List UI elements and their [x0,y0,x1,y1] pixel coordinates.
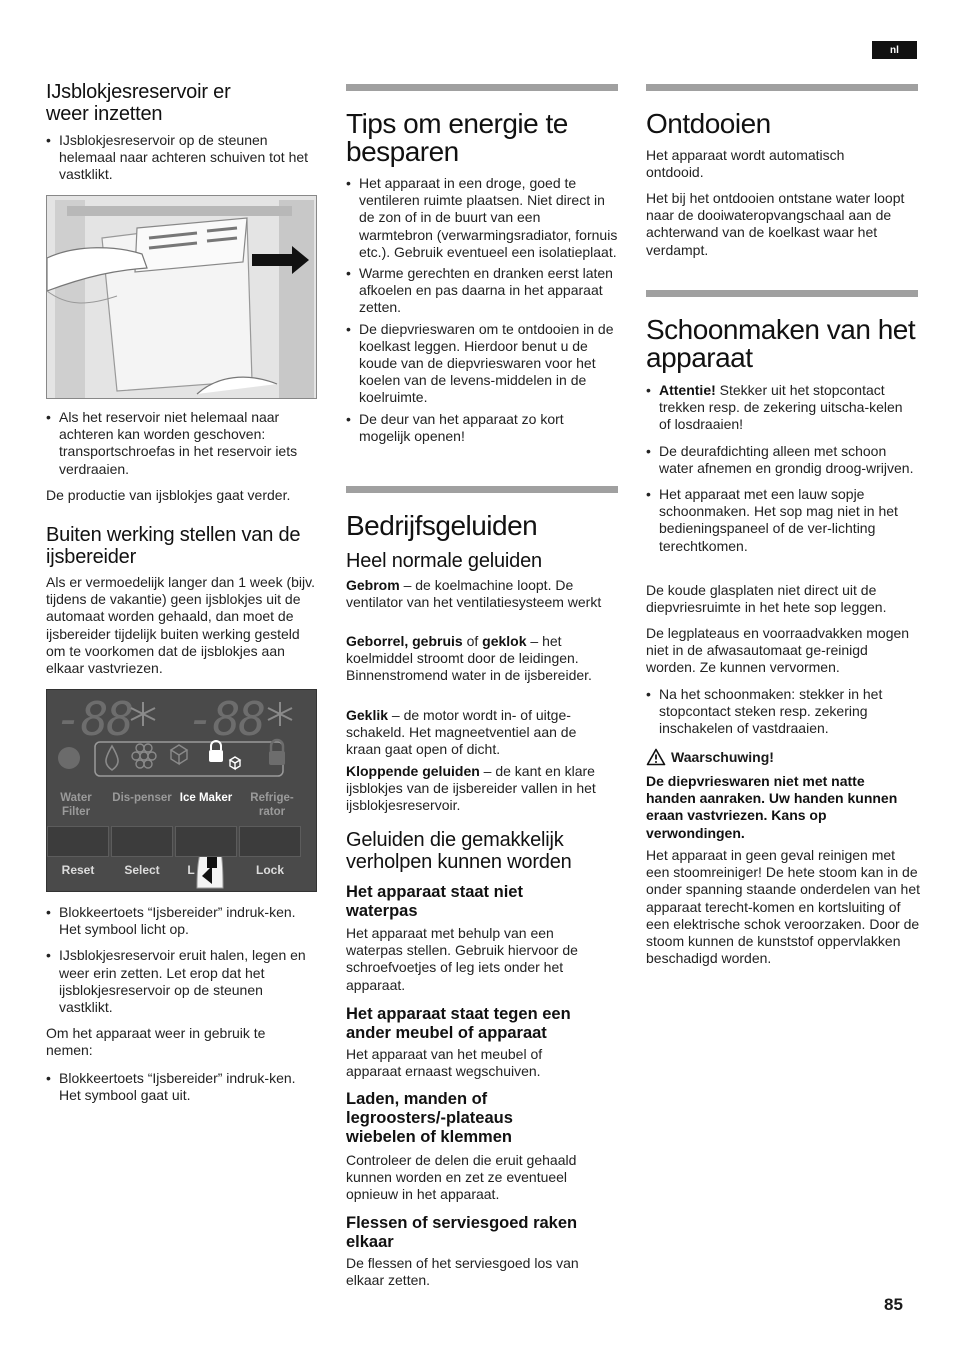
paragraph-drawers-wobble: Controleer de delen die eruit gehaald kunnen worden en zet ze eventueel opnieuw in het apparaat. [346,1152,577,1203]
paragraph-glass-plates: De koude glasplaten niet direct uit de diepvriesruimte in het hete sop leggen. [646,582,887,616]
paragraph-dishwasher: De legplateaus en voorraadvakken mogen niet in de afwasautomaat ge-reinigd worden. Ze kunnen vervormen. [646,625,910,676]
paragraph-defrost-water: Het bij het ontdooien ontstane water loopt naar de dooiwateropvangschaal aan de achterwand van de koelkast waar het verdampt. [646,190,905,258]
bullet-list-unlock [46,1070,318,1104]
paragraph-steam-cleaner: Het apparaat in geen geval reinigen met een stoomreiniger! De hete stoom kan in de onder spanning staande onderdelen van het apparaat terecht-komen en kortsluiting of een elektrische schok veroorzaken. Door de stoom kunnen de kunststof oppervlakken beschadigd worden. [646,847,920,967]
heading-disable-icemaker: Buiten werking stellen van de ijsbereider [46,524,301,568]
paragraph-bottles-touch: De flessen of het serviesgoed los van elkaar zetten. [346,1255,579,1289]
noise-gurgling: Geborrel, gebruis of geklok – het koelmiddel stroomt door de leidingen. Binnenstromend water in de ijsbereider. [346,633,592,684]
heading-cleaning: Schoonmaken van het apparaat [646,314,916,373]
language-badge: nl [872,41,917,59]
paragraph-auto-defrost: Het apparaat wordt automatisch ontdooid. [646,147,845,181]
list-item: • IJsblokjesreservoir eruit halen, legen en weer erin zetten. Let erop dat het ijsblokjesreservoir op de steunen vastklikt. [46,947,318,1016]
list-item: • Attentie! Stekker uit het stopcontact trekken resp. de zekering uitscha-kelen of losdraaien! [646,382,918,434]
temperature-display-left: -88 [55,692,133,746]
paragraph-production-continues: De productie van ijsblokjes gaat verder. [46,487,291,503]
button-label-select: Select [124,863,160,877]
bullet-list-energy-tips [346,175,618,445]
heading-bottles-touch: Flessen of serviesgoed raken elkaar [346,1214,578,1251]
control-panel-photo [46,689,317,892]
panel-button-lock [239,826,301,857]
heading-drawers-wobble: Laden, manden of legroosters/-plateaus wiebelen of klemmen [346,1090,513,1146]
section-rule [346,486,618,493]
warning-text: De diepvrieswaren niet met natte handen aanraken. Uw handen kunnen eraan vastvriezen. Kans op verwondingen. [646,773,898,841]
list-item: • De deur van het apparaat zo kort mogelijk openen! [346,411,618,445]
heading-reservoir-insert: IJsblokjesreservoir er weer inzetten [46,81,231,125]
paragraph-reenable: Om het apparaat weer in gebruik te nemen: [46,1025,266,1059]
list-item: • Blokkeertoets “Ijsbereider” indruk-ken. Het symbool licht op. [46,904,318,938]
list-item: • Het apparaat met een lauw sopje schoonmaken. Het sop mag niet in het bedieningspaneel of de ver-lichting terechtkomen. [646,486,918,555]
list-item: • Blokkeertoets “Ijsbereider” indruk-ken. Het symbool gaat uit. [46,1070,318,1104]
paragraph-not-level: Het apparaat met behulp van een waterpas stellen. Gebruik hiervoor de schroefvoetjes of leg iets onder het apparaat. [346,925,578,993]
noise-knocking: Kloppende geluiden – de kant en klare ijsblokjes van de ijsbereider vallen in het ijsblokjesreservoir. [346,763,596,814]
panel-button-select [111,826,173,857]
warning-title-text: Waarschuwing! [671,749,774,765]
heading-not-level: Het apparaat staat niet waterpas [346,883,523,920]
heading-defrosting: Ontdooien [646,108,771,139]
list-item: • De diepvrieswaren om te ontdooien in de koelkast leggen. Hierdoor benut u de koude van de diepvrieswaren voor het koelen van de levens-middelen in de koelruimte. [346,321,618,407]
panel-button-reset [47,826,109,857]
bullet-list-not-fully [46,409,318,478]
button-label-reset: Reset [61,863,95,877]
warning-triangle-icon [646,748,666,766]
reservoir-illustration [47,196,317,399]
bullet-list-after-cleaning [646,686,918,738]
list-item: • De deurafdichting alleen met schoon water afnemen en grondig droog-wrijven. [646,443,918,477]
paragraph-disable-icemaker: Als er vermoedelijk langer dan 1 week (bijv. tijdens de vakantie) geen ijsblokjes uit de automaat worden gehaald, dan moet de ijsbereider tijdelijk buiten werking gesteld om te voorkomen dat de ijsblokjes aan elkaar vastvriezen. [46,574,315,677]
section-rule [646,290,918,297]
list-item: • Warme gerechten en dranken eerst laten afkoelen en pas daarna in het apparaat zetten. [346,265,618,317]
button-label-lock: Lock [255,863,284,877]
noise-humming: Gebrom – de koelmachine loopt. De ventilator van het ventilatiesysteem werkt [346,577,602,611]
warning-title [646,748,774,766]
bullet-list-cleaning [646,382,918,555]
list-item: • Na het schoonmaken: stekker in het stopcontact steken resp. zekering inschakelen of vastdraaien. [646,686,918,738]
noise-clicking: Geklik – de motor wordt in- of uitge-schakeld. Het magneetventiel aan de kraan gaat open of dicht. [346,707,577,758]
heading-against-furniture: Het apparaat staat tegen een ander meubel of apparaat [346,1005,571,1042]
section-rule [646,84,918,91]
bullet-list-insert [46,132,318,184]
heading-normal-noises: Heel normale geluiden [346,550,542,572]
label-water-filter: Water Filter [60,792,92,818]
list-item: • IJsblokjesreservoir op de steunen helemaal naar achteren schuiven tot het vastklikt. [46,132,318,184]
label-refrigerator: Refrige-rator [250,792,294,818]
button-label-l: L [187,863,195,877]
heading-operating-noises: Bedrijfsgeluiden [346,510,538,541]
list-item: • Als het reservoir niet helemaal naar achteren kan worden geschoven: transportschroefas in het reservoir iets verdraaien. [46,409,318,478]
reservoir-photo [46,195,317,399]
heading-energy-tips: Tips om energie te besparen [346,108,568,167]
bullet-list-lock-steps [46,904,318,1016]
panel-button-icemaker-lock [175,826,237,857]
temperature-display-right: -88 [187,692,265,746]
heading-fixable-noises: Geluiden die gemakkelijk verholpen kunnen worden [346,829,572,873]
paragraph-against-furniture: Het apparaat van het meubel of apparaat ernaast wegschuiven. [346,1046,543,1080]
page-number: 85 [884,1295,903,1314]
section-rule [346,84,618,91]
label-ice-maker: Ice Maker [179,792,233,804]
list-item: • Het apparaat in een droge, goed te ventileren ruimte plaatsen. Niet direct in de zon of in de buurt van een warmtebron (verwarmingsradiator, fornuis etc.). Gebruik eventueel een isolatieplaat. [346,175,618,261]
label-dispenser: Dis-penser [112,792,172,804]
